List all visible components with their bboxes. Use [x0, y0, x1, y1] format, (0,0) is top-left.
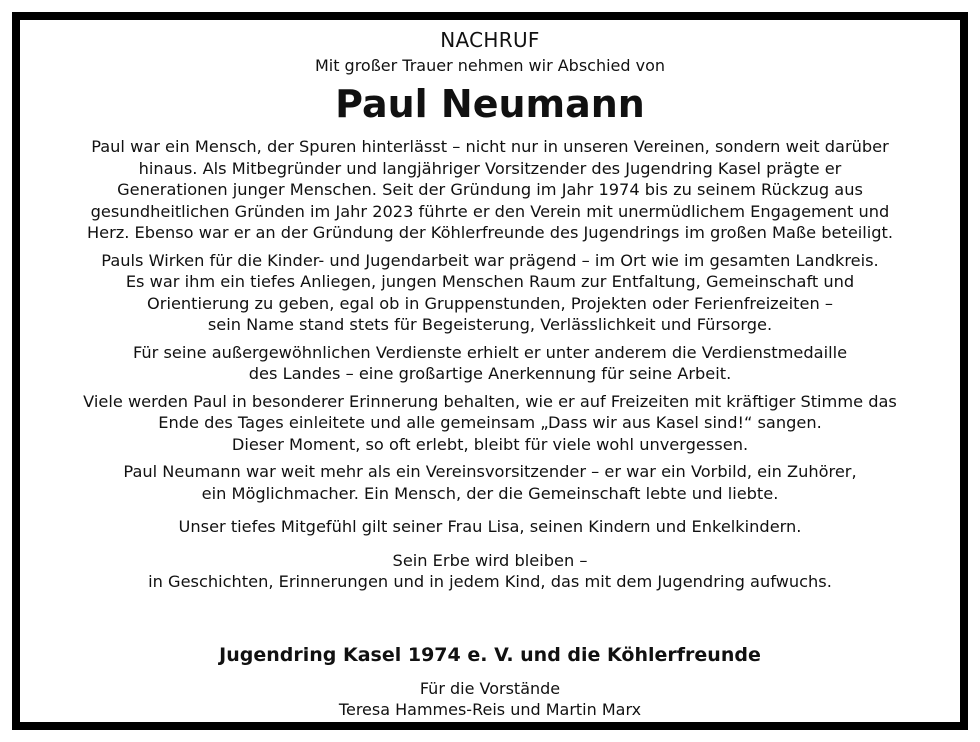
paragraph-memories: Viele werden Paul in besonderer Erinnerung behalten, wie er auf Freizeiten mit kräftiger Stimme das Ende des Tages einleitete und alle gemeinsam „Dass wir aus Kasel sind!“ sangen. Dieser Moment, so oft erlebt, bleibt für viele wohl unvergessen.	[83, 391, 897, 454]
paragraph-biography: Paul war ein Mensch, der Spuren hinterlässt – nicht nur in unseren Vereinen, sondern weit darüber hinaus. Als Mitbegründer und langjähriger Vorsitzender des Jugendring Kasel prägte er Generationen junger Menschen. Seit der Gründung im Jahr 1974 bis zu seinem Rückzug aus gesundheitlichen Gründen im Jahr 2023 führte er den Verein mit unermüdlichem Engagement und Herz. Ebenso war er an der Gründung der Köhlerfreunde des Jugendrings im großen Maße beteiligt.	[86, 137, 894, 242]
paragraph-youth-work: Pauls Wirken für die Kinder- und Jugendarbeit war prägend – im Ort wie im gesamten Landkreis. Es war ihm ein tiefes Anliegen, jungen Menschen Raum zur Entfaltung, Gemeinschaft und Orientierung zu geben, egal ob in Gruppenstunden, Projekten oder Ferienfreizeiten – sein Name stand stets für Begeisterung, Verlässlichkeit und Fürsorge.	[101, 250, 879, 334]
deceased-name: Paul Neumann	[335, 82, 645, 126]
notice-intro: Mit großer Trauer nehmen wir Abschied von	[314, 56, 666, 75]
organization-name: Jugendring Kasel 1974 e. V. und die Köhlerfreunde	[219, 644, 761, 666]
signature-block: Für die Vorstände Teresa Hammes-Reis und Martin Marx	[338, 679, 642, 719]
paragraph-condolences: Unser tiefes Mitgefühl gilt seiner Frau Lisa, seinen Kindern und Enkelkindern.	[178, 517, 802, 536]
paragraph-honors: Für seine außergewöhnlichen Verdienste erhielt er unter anderem die Verdienstmedaille des Landes – eine großartige Anerkennung für seine Arbeit.	[132, 342, 848, 383]
paragraph-tribute: Paul Neumann war weit mehr als ein Vereinsvorsitzender – er war ein Vorbild, ein Zuhörer, ein Möglichmacher. Ein Mensch, der die Gemeinschaft lebte und liebte.	[123, 462, 857, 503]
notice-heading: NACHRUF	[440, 28, 540, 52]
notice-body	[20, 136, 960, 599]
paragraph-legacy: Sein Erbe wird bleiben – in Geschichten, Erinnerungen und in jedem Kind, das mit dem Jugendring aufwuchs.	[148, 550, 832, 591]
obituary-notice	[20, 20, 960, 722]
